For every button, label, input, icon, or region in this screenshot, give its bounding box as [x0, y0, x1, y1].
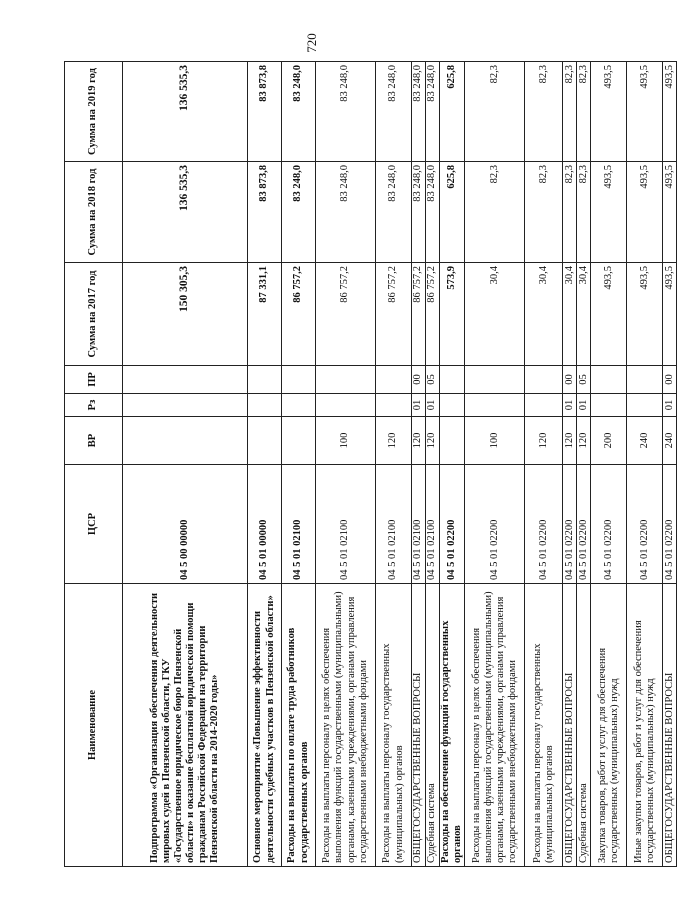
cell-2019: 493,5	[627, 62, 663, 162]
cell-2018: 83 248,0	[282, 162, 316, 263]
cell-rz	[316, 394, 376, 417]
cell-rz	[123, 394, 248, 417]
cell-csr: 04 5 01 02200	[563, 465, 577, 584]
table-row	[440, 62, 465, 867]
cell-2017: 30,4	[563, 263, 577, 366]
cell-vr: 120	[563, 417, 577, 465]
cell-csr: 04 5 01 02200	[577, 465, 591, 584]
page-number: 720	[303, 33, 319, 53]
cell-2019: 83 248,0	[282, 62, 316, 162]
header-2019: Сумма на 2019 год	[65, 62, 123, 162]
cell-2019: 82,3	[563, 62, 577, 162]
table-row	[563, 62, 577, 867]
cell-pr: 05	[426, 366, 440, 394]
budget-table	[64, 61, 677, 867]
table-row	[426, 62, 440, 867]
cell-2017: 86 757,2	[412, 263, 426, 366]
table-row	[248, 62, 282, 867]
cell-vr	[282, 417, 316, 465]
header-pr: ПР	[65, 366, 123, 394]
cell-rz	[627, 394, 663, 417]
cell-2018: 625,8	[440, 162, 465, 263]
cell-2017: 493,5	[591, 263, 627, 366]
header-name: Наименование	[65, 584, 123, 867]
cell-rz	[376, 394, 412, 417]
cell-vr: 120	[426, 417, 440, 465]
cell-2018: 82,3	[465, 162, 525, 263]
cell-2018: 82,3	[577, 162, 591, 263]
header-vr: ВР	[65, 417, 123, 465]
cell-csr: 04 5 01 02100	[316, 465, 376, 584]
cell-2019: 83 873,8	[248, 62, 282, 162]
cell-2018: 493,5	[663, 162, 677, 263]
table-row	[412, 62, 426, 867]
cell-2019: 493,5	[663, 62, 677, 162]
cell-2017: 573,9	[440, 263, 465, 366]
table-row	[663, 62, 677, 867]
cell-2019: 493,5	[591, 62, 627, 162]
cell-2017: 30,4	[525, 263, 563, 366]
cell-2019: 83 248,0	[316, 62, 376, 162]
cell-pr	[525, 366, 563, 394]
cell-name: Подпрограмма «Организация обеспечения деятельности мировых судей в Пензенской области, ГКУ «Государственное юридическое бюро Пензенской области» и оказание бесплатной юридической помощи гражданам Российской Федерации на территории Пензенской области на 2014-2020 годы»	[123, 584, 248, 867]
cell-name: Иные закупки товаров, работ и услуг для обеспечения государственных (муниципальных) нужд	[627, 584, 663, 867]
cell-2019: 82,3	[577, 62, 591, 162]
cell-2018: 82,3	[563, 162, 577, 263]
cell-name: Судебная система	[426, 584, 440, 867]
cell-pr: 00	[563, 366, 577, 394]
header-2018: Сумма на 2018 год	[65, 162, 123, 263]
cell-pr	[123, 366, 248, 394]
cell-name: Основное мероприятие «Повышение эффективности деятельности судебных участков в Пензенской области»	[248, 584, 282, 867]
cell-csr: 04 5 01 02100	[426, 465, 440, 584]
cell-vr: 240	[663, 417, 677, 465]
cell-csr: 04 5 01 02200	[663, 465, 677, 584]
table-row	[123, 62, 248, 867]
cell-vr: 100	[465, 417, 525, 465]
cell-rz	[440, 394, 465, 417]
cell-2018: 83 248,0	[412, 162, 426, 263]
cell-2017: 30,4	[577, 263, 591, 366]
cell-2017: 493,5	[627, 263, 663, 366]
cell-vr	[440, 417, 465, 465]
cell-pr	[627, 366, 663, 394]
cell-rz: 01	[412, 394, 426, 417]
cell-2017: 86 757,2	[282, 263, 316, 366]
cell-name: Расходы на выплаты персоналу государственных (муниципальных) органов	[376, 584, 412, 867]
cell-name: ОБЩЕГОСУДАРСТВЕННЫЕ ВОПРОСЫ	[663, 584, 677, 867]
cell-2018: 136 535,3	[123, 162, 248, 263]
cell-rz: 01	[426, 394, 440, 417]
cell-name: Расходы на выплаты персоналу в целях обеспечения выполнения функций государственными (муниципальными) органами, казенными учреждениями, органами управления государственными внебюджетными фондами	[465, 584, 525, 867]
cell-csr: 04 5 01 02200	[627, 465, 663, 584]
cell-vr: 200	[591, 417, 627, 465]
cell-pr	[376, 366, 412, 394]
rotated-page	[64, 62, 675, 867]
header-row	[65, 62, 123, 867]
cell-2017: 86 757,2	[316, 263, 376, 366]
cell-rz: 01	[577, 394, 591, 417]
cell-2017: 493,5	[663, 263, 677, 366]
cell-vr: 240	[627, 417, 663, 465]
table-row	[282, 62, 316, 867]
cell-2017: 86 757,2	[426, 263, 440, 366]
cell-2017: 86 757,2	[376, 263, 412, 366]
cell-name: Расходы на выплаты персоналу в целях обеспечения выполнения функций государственными (муниципальными) органами, казенными учреждениями, органами управления государственными внебюджетными фондами	[316, 584, 376, 867]
cell-2018: 83 248,0	[426, 162, 440, 263]
cell-2019: 136 535,3	[123, 62, 248, 162]
cell-name: Расходы на выплаты по оплате труда работников государственных органов	[282, 584, 316, 867]
header-2017: Сумма на 2017 год	[65, 263, 123, 366]
table-row	[591, 62, 627, 867]
cell-vr	[248, 417, 282, 465]
cell-2017: 87 331,1	[248, 263, 282, 366]
cell-csr: 04 5 01 02200	[525, 465, 563, 584]
cell-2017: 30,4	[465, 263, 525, 366]
table-row	[525, 62, 563, 867]
cell-vr: 120	[577, 417, 591, 465]
cell-2018: 82,3	[525, 162, 563, 263]
cell-pr: 05	[577, 366, 591, 394]
cell-name: ОБЩЕГОСУДАРСТВЕННЫЕ ВОПРОСЫ	[412, 584, 426, 867]
cell-pr: 00	[663, 366, 677, 394]
table-row	[316, 62, 376, 867]
cell-pr	[282, 366, 316, 394]
cell-csr: 04 5 01 02200	[465, 465, 525, 584]
cell-csr: 04 5 01 02100	[282, 465, 316, 584]
cell-2018: 83 248,0	[316, 162, 376, 263]
cell-pr	[316, 366, 376, 394]
cell-2019: 83 248,0	[426, 62, 440, 162]
header-rz: Рз	[65, 394, 123, 417]
cell-pr	[465, 366, 525, 394]
cell-vr: 120	[376, 417, 412, 465]
cell-2019: 83 248,0	[412, 62, 426, 162]
cell-name: Расходы на обеспечение функций государственных органов	[440, 584, 465, 867]
header-csr: ЦСР	[65, 465, 123, 584]
cell-vr: 100	[316, 417, 376, 465]
cell-csr: 04 5 01 02200	[440, 465, 465, 584]
cell-csr: 04 5 01 02100	[412, 465, 426, 584]
table-row	[577, 62, 591, 867]
cell-rz: 01	[563, 394, 577, 417]
cell-rz: 01	[663, 394, 677, 417]
cell-rz	[465, 394, 525, 417]
cell-csr: 04 5 01 02100	[376, 465, 412, 584]
cell-vr: 120	[412, 417, 426, 465]
cell-pr	[591, 366, 627, 394]
cell-rz	[248, 394, 282, 417]
cell-pr	[248, 366, 282, 394]
cell-2019: 82,3	[465, 62, 525, 162]
cell-name: Закупка товаров, работ и услуг для обеспечения государственных (муниципальных) нужд	[591, 584, 627, 867]
cell-csr: 04 5 01 00000	[248, 465, 282, 584]
cell-2017: 150 305,3	[123, 263, 248, 366]
cell-vr: 120	[525, 417, 563, 465]
cell-rz	[591, 394, 627, 417]
table-row	[376, 62, 412, 867]
cell-2018: 493,5	[591, 162, 627, 263]
cell-2019: 625,8	[440, 62, 465, 162]
cell-2018: 83 248,0	[376, 162, 412, 263]
cell-name: Судебная система	[577, 584, 591, 867]
cell-2019: 82,3	[525, 62, 563, 162]
cell-2018: 83 873,8	[248, 162, 282, 263]
cell-csr: 04 5 00 00000	[123, 465, 248, 584]
cell-name: ОБЩЕГОСУДАРСТВЕННЫЕ ВОПРОСЫ	[563, 584, 577, 867]
cell-pr: 00	[412, 366, 426, 394]
table-row	[627, 62, 663, 867]
cell-rz	[525, 394, 563, 417]
cell-pr	[440, 366, 465, 394]
cell-rz	[282, 394, 316, 417]
cell-vr	[123, 417, 248, 465]
cell-2019: 83 248,0	[376, 62, 412, 162]
cell-csr: 04 5 01 02200	[591, 465, 627, 584]
cell-2018: 493,5	[627, 162, 663, 263]
cell-name: Расходы на выплаты персоналу государственных (муниципальных) органов	[525, 584, 563, 867]
table-row	[465, 62, 525, 867]
